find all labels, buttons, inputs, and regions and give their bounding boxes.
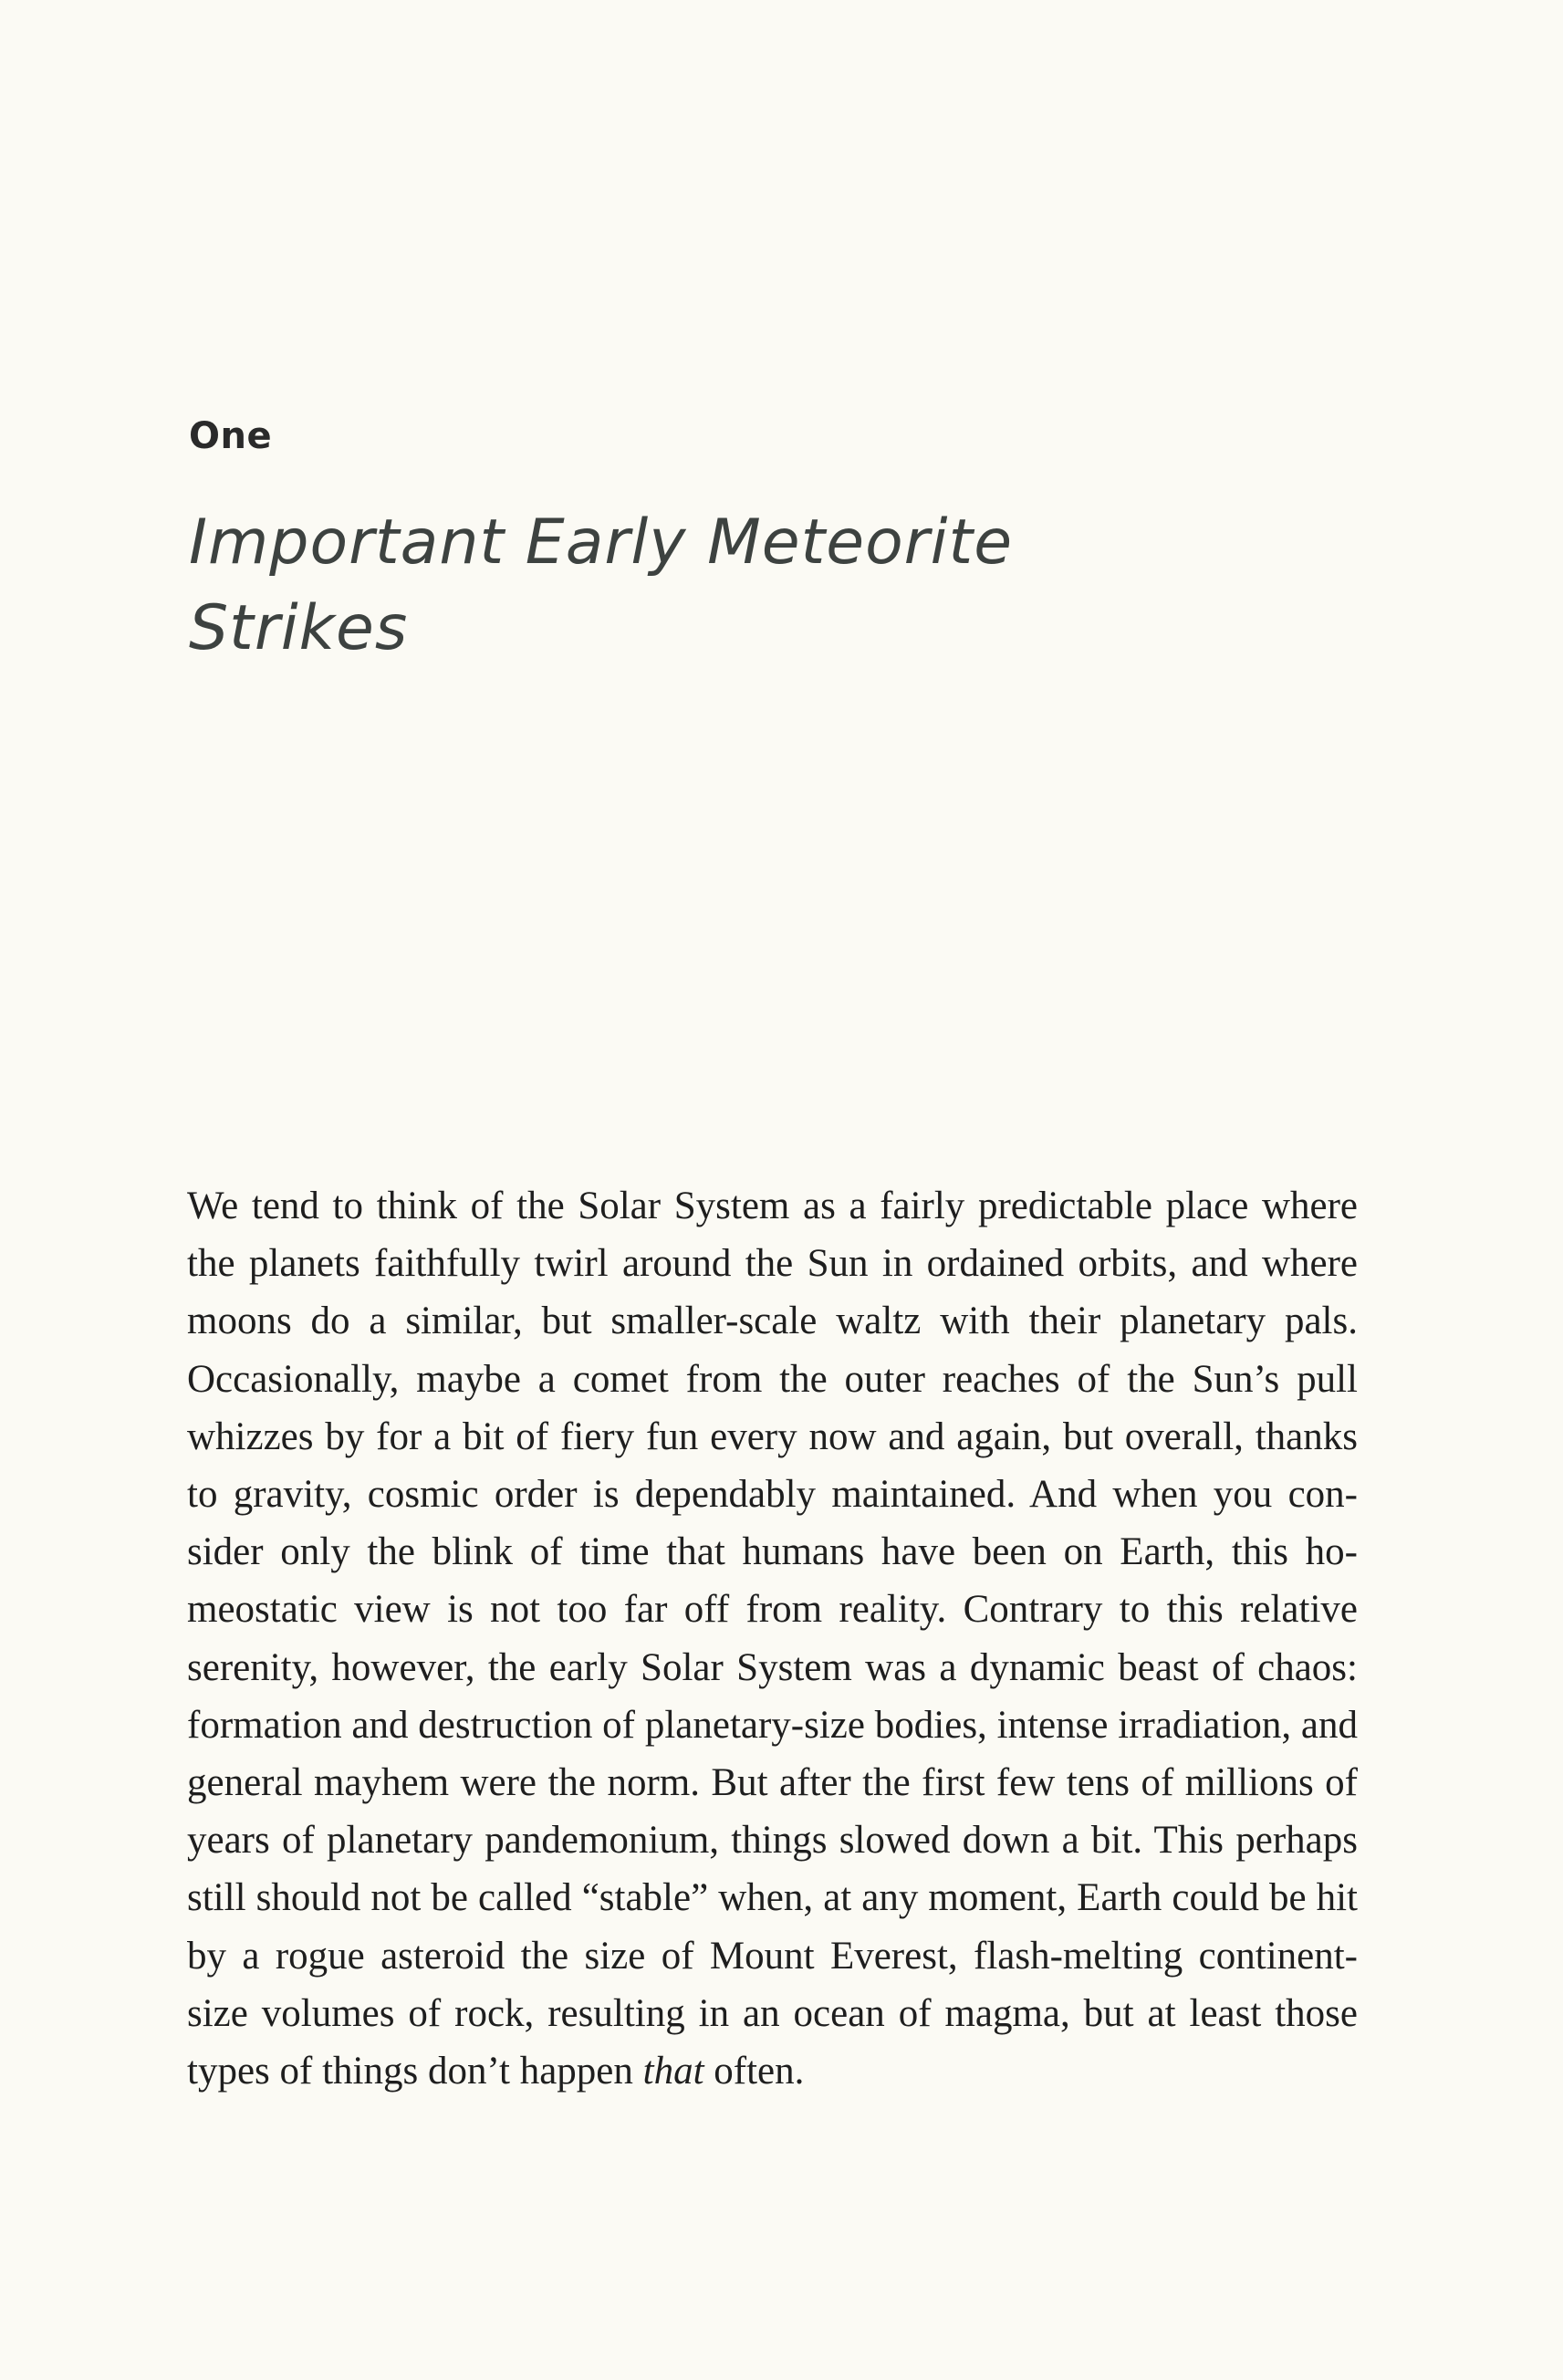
body-text-main: We tend to think of the Solar System as a fairly predictable place where the planets faithfully twirl around the Sun in ordained orbits, and where moons do a similar, but smaller-scale waltz with their planetary pals. Occasionally, maybe a comet from the outer reaches of the Sun’s pull whizzes by for a bit of fiery fun every now and again, but overall, thanks to gravity, cosmic order is dependably maintained. And when you consider only the blink of time that humans have been on Earth, this homeostatic view is not too far off from reality. Contrary to this relative serenity, however, the early Solar System was a dynamic beast of chaos: formation and destruction of planetary-size bodies, intense irradiation, and general mayhem were the norm. But after the first few tens of millions of years of planetary pandemonium, things slowed down a bit. This perhaps still should not be called “stable” when, at any moment, Earth could be hit by a rogue asteroid the size of Mount Everest, flash-melting continent-size volumes of rock, resulting in an ocean of magma, but at least those types of things don’t happen (187, 1185, 1358, 2093)
chapter-title: Important Early Meteorite Strikes (189, 506, 1014, 664)
body-text-emphasis: that (642, 2050, 704, 2093)
chapter-number: One (189, 415, 273, 457)
body-paragraph (187, 1177, 1358, 2100)
body-text-end: often. (703, 2050, 805, 2093)
